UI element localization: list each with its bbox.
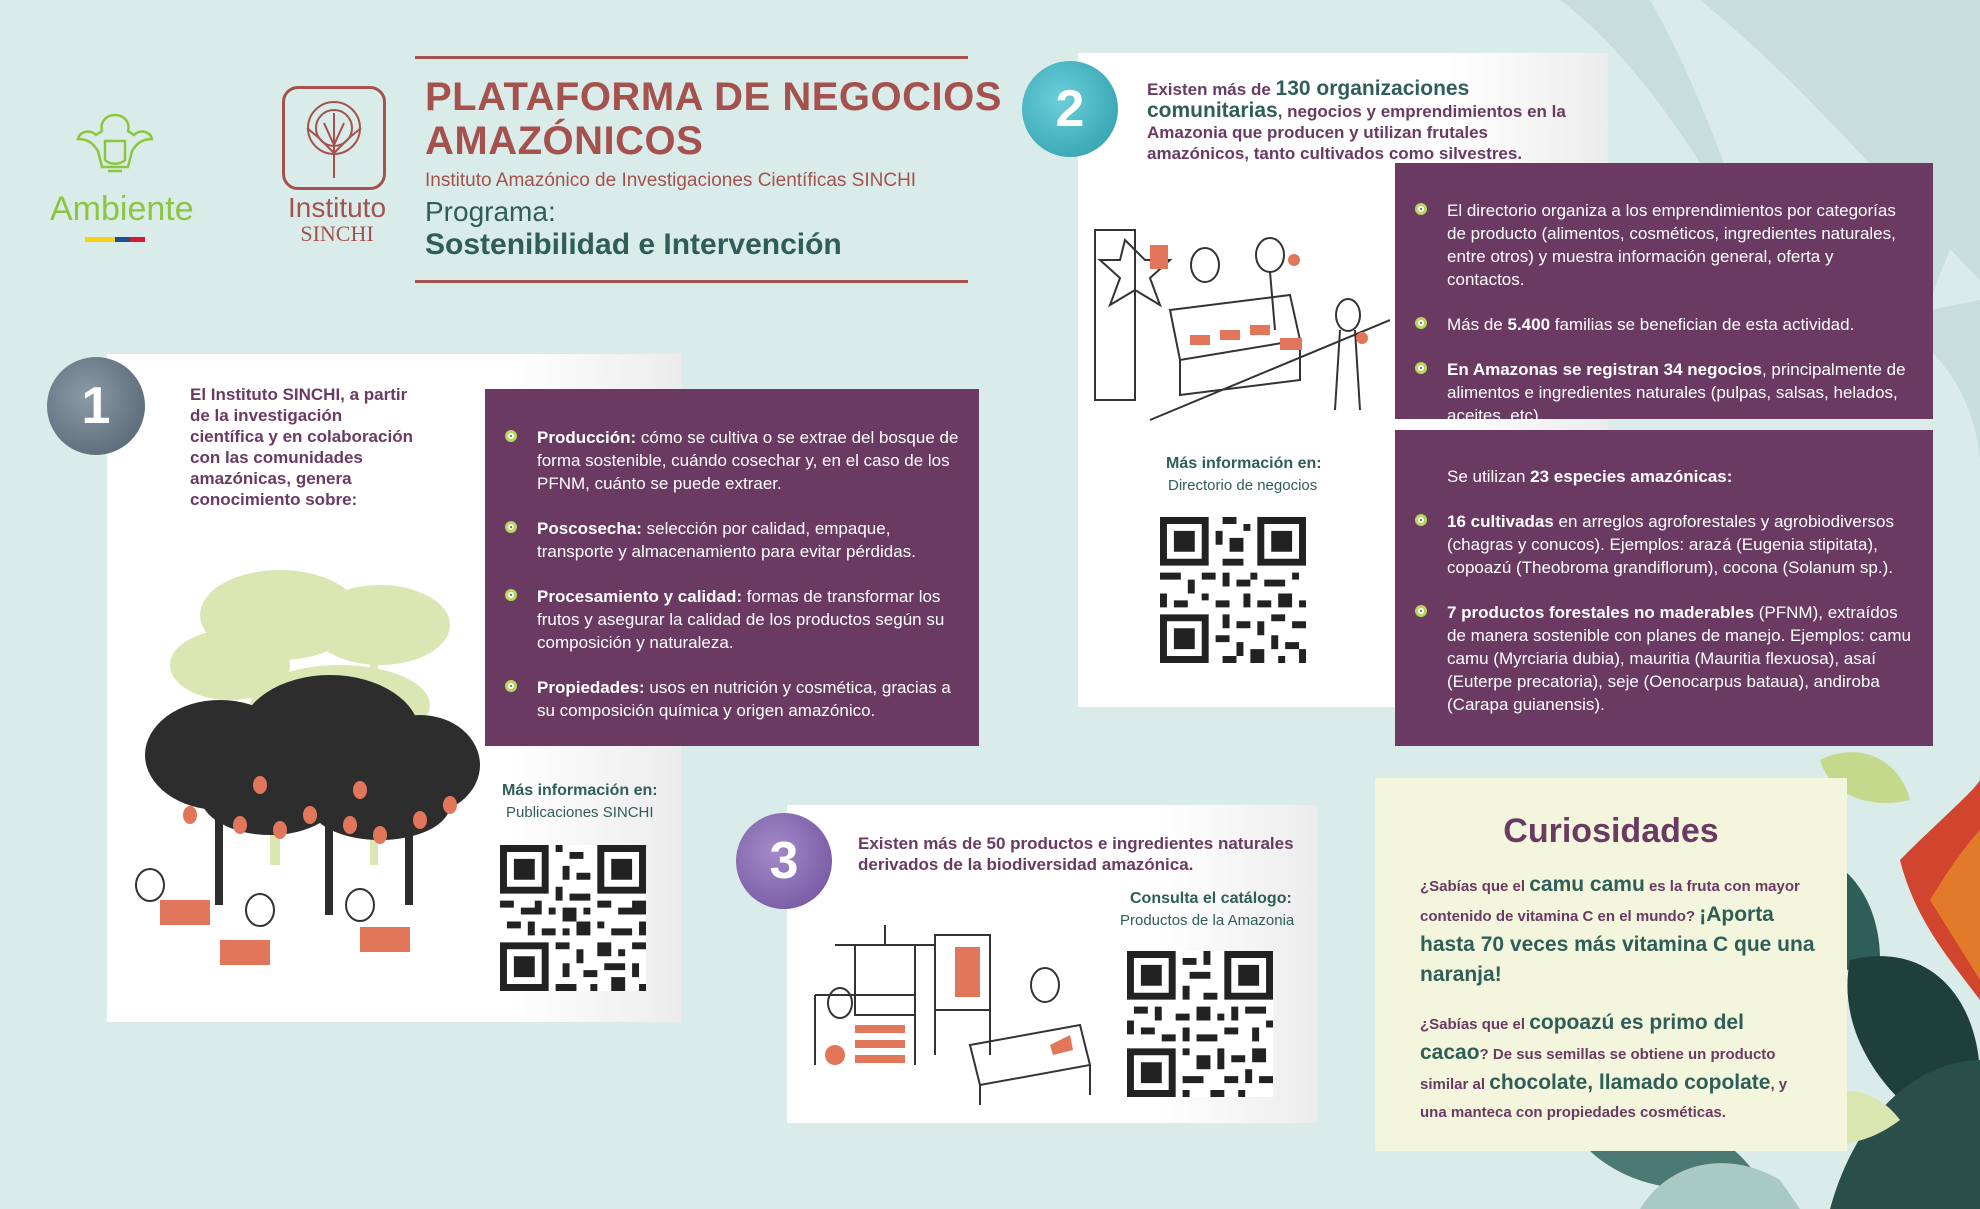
section2-more-link[interactable]: Directorio de negocios bbox=[1168, 477, 1318, 494]
section2-directory-box bbox=[1395, 163, 1933, 425]
qr-code-icon[interactable] bbox=[1160, 517, 1306, 663]
topic-item: Producción: cómo se cultiva o se extrae del bosque de forma sostenible, cuándo cosechar y, en el caso de los PFNM, cuánto se puede extraer. bbox=[485, 426, 961, 495]
institute-logo bbox=[278, 86, 396, 256]
curiosidades-box bbox=[1375, 778, 1847, 1151]
institute-logo-line2: SINCHI bbox=[300, 221, 374, 246]
bullet-icon bbox=[505, 430, 517, 442]
coat-of-arms-icon bbox=[50, 105, 180, 185]
section2-number: 2 bbox=[1055, 80, 1085, 138]
section1-topics-box bbox=[485, 389, 979, 746]
section2-number-badge bbox=[1022, 61, 1118, 157]
bullet-icon bbox=[1415, 514, 1427, 526]
topic-item: Propiedades: usos en nutrición y cosmética, gracias a su composición química y origen amazónico. bbox=[485, 676, 961, 722]
section1-intro: El Instituto SINCHI, a partir de la investigación científica y en colaboración con las comunidades amazónicas, genera conocimiento sobre: bbox=[190, 385, 413, 509]
curiosidad-1: ¿Sabías que el camu camu es la fruta con mayor contenido de vitamina C en el mundo? ¡Aporta hasta 70 veces más vitamina C que una naranja! bbox=[1420, 873, 1815, 986]
bullet-icon bbox=[505, 589, 517, 601]
bullet-icon bbox=[505, 521, 517, 533]
qr-code-icon[interactable] bbox=[1127, 951, 1273, 1097]
section3-more-link[interactable]: Productos de la Amazonia bbox=[1120, 912, 1295, 929]
bullet-icon bbox=[1415, 317, 1427, 329]
program-label: Programa: bbox=[425, 196, 556, 227]
ministry-logo bbox=[50, 105, 194, 245]
qr-code-icon[interactable] bbox=[500, 845, 646, 991]
directory-item: Más de 5.400 familias se benefician de esta actividad. bbox=[1395, 313, 1913, 336]
curiosidades-title: Curiosidades bbox=[1503, 812, 1719, 850]
curiosidad-2: ¿Sabías que el copoazú es primo del cacao? De sus semillas se obtiene un producto similar al chocolate, llamado copolate, y una manteca con propiedades cosméticas. bbox=[1420, 1011, 1788, 1121]
tree-icon bbox=[282, 86, 386, 190]
section2-species-box bbox=[1395, 430, 1933, 746]
topic-item: Procesamiento y calidad: formas de transformar los frutos y asegurar la calidad de los productos según su composición y naturaleza. bbox=[485, 585, 961, 654]
species-intro: Se utilizan 23 especies amazónicas: bbox=[1447, 467, 1733, 486]
species-item: 16 cultivadas en arreglos agroforestales y agrobiodiversos (chagras y conucos). Ejemplos: arazá (Eugenia stipitata), copoazú (Theobroma grandiflorum), cocona (Solanum sp.). bbox=[1395, 510, 1913, 579]
section1-number-badge bbox=[47, 357, 145, 455]
bullet-icon bbox=[1415, 362, 1427, 374]
topic-item: Poscosecha: selección por calidad, empaque, transporte y almacenamiento para evitar pérdidas. bbox=[485, 517, 961, 563]
bullet-icon bbox=[1415, 605, 1427, 617]
flag-stripe bbox=[85, 237, 145, 242]
section1-more-label: Más información en: bbox=[502, 782, 658, 799]
header-bottom-rule bbox=[415, 280, 968, 283]
species-item: 7 productos forestales no maderables (PFNM), extraídos de manera sostenible con planes de manejo. Ejemplos: camu camu (Myrciaria dubia), mauritia (Mauritia flexuosa), asaí (Euterpe precatoria), seje (Oenocarpus bataua), andiroba (Carapa guianensis). bbox=[1395, 601, 1913, 716]
section1-number: 1 bbox=[81, 377, 111, 435]
section3-number-badge bbox=[736, 813, 832, 909]
bullet-icon bbox=[1415, 203, 1427, 215]
header-top-rule bbox=[415, 56, 968, 59]
section2-intro: Existen más de 130 organizaciones comunitarias, negocios y emprendimientos en la Amazonia que producen y utilizan frutales amazónicos, tanto cultivados como silvestres. bbox=[1147, 77, 1566, 163]
section3-intro: Existen más de 50 productos e ingredientes naturales derivados de la biodiversidad amazónica. bbox=[858, 834, 1294, 874]
section2-more-label: Más información en: bbox=[1166, 455, 1322, 472]
bullet-icon bbox=[505, 680, 517, 692]
directory-item: El directorio organiza a los emprendimientos por categorías de producto (alimentos, cosméticos, ingredientes naturales, entre otros) y muestra información general, oferta y contactos. bbox=[1395, 199, 1913, 291]
market-illustration bbox=[1090, 220, 1390, 430]
institute-subtitle: Instituto Amazónico de Investigaciones Científicas SINCHI bbox=[425, 170, 917, 191]
ministry-name: Ambiente bbox=[50, 190, 194, 228]
lab-illustration bbox=[795, 905, 1095, 1105]
directory-item: En Amazonas se registran 34 negocios, principalmente de alimentos e ingredientes naturales (pulpas, salsas, helados, aceites, etc). bbox=[1395, 358, 1913, 427]
section3-number: 3 bbox=[769, 832, 799, 890]
institute-logo-line1: Instituto bbox=[287, 192, 387, 223]
program-name: Sostenibilidad e Intervención bbox=[425, 228, 842, 261]
section3-more-label: Consulta el catálogo: bbox=[1130, 890, 1292, 907]
page-title-line2: AMAZÓNICOS bbox=[425, 119, 704, 163]
page-title-line1: PLATAFORMA DE NEGOCIOS bbox=[425, 75, 1002, 119]
harvest-illustration bbox=[120, 555, 490, 995]
section1-more-link[interactable]: Publicaciones SINCHI bbox=[506, 804, 654, 821]
